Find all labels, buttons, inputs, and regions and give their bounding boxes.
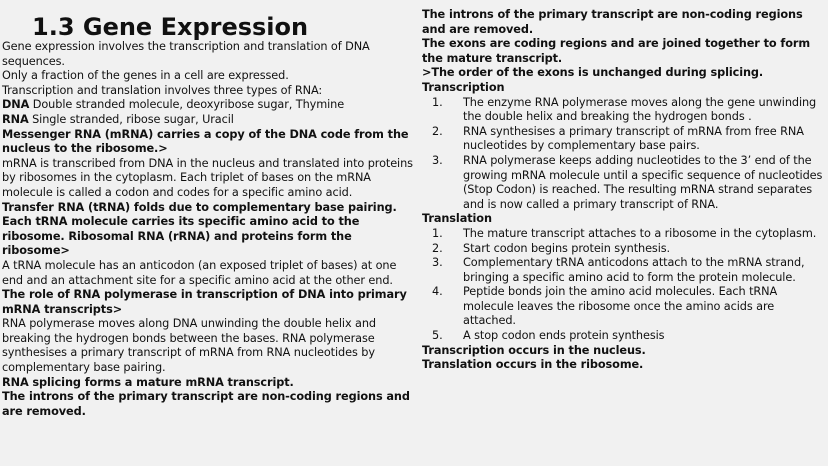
translation-location: Translation occurs in the ribosome. <box>422 358 644 372</box>
rna-term: RNA <box>2 112 29 126</box>
translation-steps <box>422 227 826 344</box>
dna-def: Double stranded molecule, deoxyribose sugar, Thymine <box>29 98 345 112</box>
trna-body: A tRNA molecule has an anticodon (an exposed triplet of bases) at one end and an attachment site for a specific amino acid at the other end. <box>2 258 397 287</box>
transcription-location: Transcription occurs in the nucleus. <box>422 343 646 357</box>
step-number: 2. <box>432 124 443 138</box>
mrna-heading: Messenger RNA (mRNA) carries a copy of the DNA code from the nucleus to the ribosome.> <box>2 127 409 156</box>
list-item <box>422 285 826 329</box>
step-text: The enzyme RNA polymerase moves along the gene unwinding the double helix and breaking the hydrogen bonds . <box>463 95 817 124</box>
step-number: 1. <box>432 95 443 109</box>
step-number: 2. <box>432 241 443 255</box>
step-text: Start codon begins protein synthesis. <box>463 241 671 255</box>
polymerase-body: RNA polymerase moves along DNA unwinding the double helix and breaking the hydrogen bonds between the bases. RNA polymerase synthesises a primary transcript of mRNA from RNA nucleotides by complementary base pairing. <box>2 317 376 375</box>
list-item <box>422 125 826 154</box>
list-item <box>422 154 826 212</box>
step-number: 4. <box>432 285 443 299</box>
right-column <box>422 8 826 373</box>
dna-definition <box>2 98 418 113</box>
trna-heading: Transfer RNA (tRNA) folds due to complementary base pairing. Each tRNA molecule carries its specific amino acid to the ribosome. Ribosomal RNA (rRNA) and proteins form the ribosome> <box>2 200 397 258</box>
mrna-body: mRNA is transcribed from DNA in the nucleus and translated into proteins by ribosomes in the cytoplasm. Each triplet of bases on the mRNA molecule is called a codon and codes for a specific amino acid. <box>2 156 413 199</box>
fraction-text: Only a fraction of the genes in a cell are expressed. <box>2 69 289 83</box>
step-text: RNA synthesises a primary transcript of mRNA from free RNA nucleotides by complementary base pairs. <box>463 124 804 153</box>
list-item <box>422 256 826 285</box>
introns-line-right: The introns of the primary transcript are non-coding regions and are removed. <box>422 8 803 36</box>
translation-heading: Translation <box>422 212 492 226</box>
transcription-steps <box>422 96 826 213</box>
list-item <box>422 96 826 125</box>
page-title: 1.3 Gene Expression <box>32 13 309 41</box>
transcription-heading: Transcription <box>422 80 505 94</box>
rna-def: Single stranded, ribose sugar, Uracil <box>28 112 234 126</box>
rna-definition <box>2 113 418 128</box>
step-number: 3. <box>432 256 443 270</box>
exon-order-line: >The order of the exons is unchanged during splicing. <box>422 66 764 80</box>
list-item <box>422 242 826 257</box>
step-number: 1. <box>432 226 443 240</box>
list-item <box>422 329 826 344</box>
polymerase-heading: The role of RNA polymerase in transcription of DNA into primary mRNA transcripts> <box>2 288 407 316</box>
introns-line-left: The introns of the primary transcript are non-coding regions and are removed. <box>2 390 410 418</box>
intro-text: Gene expression involves the transcription and translation of DNA sequences. <box>2 40 370 68</box>
splicing-heading: RNA splicing forms a mature mRNA transcript. <box>2 375 294 389</box>
rna-types-text: Transcription and translation involves three types of RNA: <box>2 83 323 97</box>
left-column <box>2 0 418 419</box>
step-text: The mature transcript attaches to a ribosome in the cytoplasm. <box>463 226 817 240</box>
exons-line: The exons are coding regions and are joined together to form the mature transcript. <box>422 37 811 65</box>
step-number: 3. <box>432 153 443 167</box>
step-text: Peptide bonds join the amino acid molecules. Each tRNA molecule leaves the ribosome once the amino acids are attached. <box>463 285 778 328</box>
dna-term: DNA <box>2 98 30 112</box>
step-number: 5. <box>432 329 443 343</box>
step-text: A stop codon ends protein synthesis <box>463 329 665 343</box>
list-item <box>422 227 826 242</box>
step-text: RNA polymerase keeps adding nucleotides to the 3’ end of the growing mRNA molecule until a specific sequence of nucleotides (Stop Codon) is reached. The resulting mRNA strand separates and is now called a primary transcript of RNA. <box>463 153 823 211</box>
step-text: Complementary tRNA anticodons attach to the mRNA strand, bringing a specific amino acid to form the protein molecule. <box>463 256 805 284</box>
